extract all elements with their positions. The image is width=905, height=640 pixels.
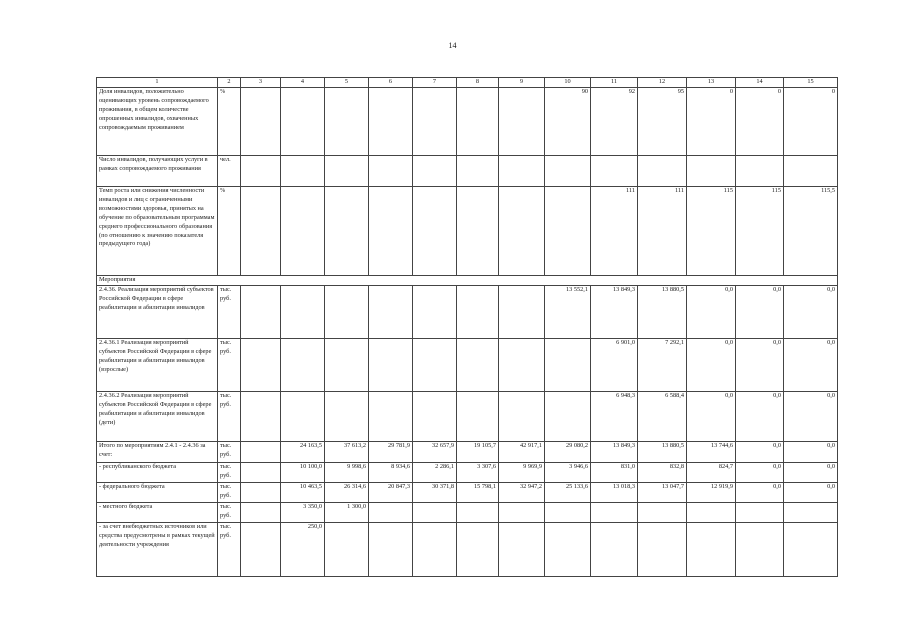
unit-cell: тыс. руб. xyxy=(218,285,241,338)
value-cell xyxy=(457,522,499,576)
value-cell xyxy=(241,482,281,502)
value-cell xyxy=(241,391,281,441)
value-cell: 0,0 xyxy=(687,285,736,338)
value-cell xyxy=(687,156,736,187)
value-cell xyxy=(281,187,325,276)
table-row xyxy=(97,338,838,391)
header-row xyxy=(97,78,838,88)
value-cell: 115,5 xyxy=(784,187,838,276)
unit-cell: тыс. руб. xyxy=(218,338,241,391)
value-cell xyxy=(736,156,784,187)
value-cell: 7 292,1 xyxy=(638,338,687,391)
value-cell: 3 350,0 xyxy=(281,502,325,522)
value-cell xyxy=(499,187,545,276)
row-label: 2.4.36.1 Реализация мероприятий субъектов Российской Федерации в сфере реабилитации и абилитации инвалидов (взрослые) xyxy=(97,338,218,391)
value-cell xyxy=(457,338,499,391)
table-row xyxy=(97,187,838,276)
row-label: - местного бюджета xyxy=(97,502,218,522)
value-cell: 0,0 xyxy=(784,482,838,502)
value-cell xyxy=(325,338,369,391)
value-cell: 95 xyxy=(638,88,687,156)
value-cell xyxy=(499,391,545,441)
unit-cell: тыс. руб. xyxy=(218,502,241,522)
column-header: 11 xyxy=(591,78,638,88)
value-cell: 832,8 xyxy=(638,462,687,482)
value-cell xyxy=(457,502,499,522)
value-cell xyxy=(241,285,281,338)
value-cell: 10 100,0 xyxy=(281,462,325,482)
table-row xyxy=(97,502,838,522)
value-cell xyxy=(687,502,736,522)
value-cell xyxy=(369,391,413,441)
value-cell xyxy=(241,441,281,462)
value-cell: 25 133,6 xyxy=(545,482,591,502)
value-cell xyxy=(687,522,736,576)
value-cell: 3 307,6 xyxy=(457,462,499,482)
value-cell xyxy=(241,88,281,156)
value-cell xyxy=(281,391,325,441)
value-cell: 115 xyxy=(736,187,784,276)
value-cell xyxy=(369,338,413,391)
value-cell xyxy=(499,156,545,187)
value-cell: 831,0 xyxy=(591,462,638,482)
table-row xyxy=(97,156,838,187)
unit-cell: % xyxy=(218,187,241,276)
value-cell xyxy=(457,285,499,338)
value-cell xyxy=(638,502,687,522)
value-cell: 250,0 xyxy=(281,522,325,576)
column-header: 3 xyxy=(241,78,281,88)
value-cell xyxy=(413,88,457,156)
table-row xyxy=(97,391,838,441)
value-cell: 13 047,7 xyxy=(638,482,687,502)
value-cell xyxy=(591,522,638,576)
value-cell: 13 849,3 xyxy=(591,441,638,462)
value-cell xyxy=(638,522,687,576)
value-cell xyxy=(241,522,281,576)
value-cell: 2 286,1 xyxy=(413,462,457,482)
unit-cell: тыс. руб. xyxy=(218,482,241,502)
value-cell: 19 105,7 xyxy=(457,441,499,462)
value-cell: 0,0 xyxy=(736,391,784,441)
column-header: 9 xyxy=(499,78,545,88)
value-cell xyxy=(369,285,413,338)
table-row xyxy=(97,462,838,482)
table-row xyxy=(97,441,838,462)
value-cell xyxy=(281,156,325,187)
value-cell xyxy=(413,285,457,338)
column-header: 10 xyxy=(545,78,591,88)
value-cell: 30 371,8 xyxy=(413,482,457,502)
row-label: 2.4.36. Реализация мероприятий субъектов Российской Федерации в сфере реабилитации и абилитации инвалидов xyxy=(97,285,218,338)
value-cell xyxy=(369,187,413,276)
value-cell: 29 781,9 xyxy=(369,441,413,462)
value-cell: 9 969,9 xyxy=(499,462,545,482)
value-cell xyxy=(499,285,545,338)
value-cell xyxy=(325,285,369,338)
unit-cell: тыс. руб. xyxy=(218,462,241,482)
value-cell xyxy=(736,522,784,576)
unit-cell: тыс. руб. xyxy=(218,441,241,462)
value-cell: 13 018,3 xyxy=(591,482,638,502)
value-cell: 0,0 xyxy=(784,462,838,482)
column-header: 5 xyxy=(325,78,369,88)
value-cell xyxy=(545,391,591,441)
value-cell xyxy=(369,156,413,187)
value-cell xyxy=(784,522,838,576)
value-cell: 9 998,6 xyxy=(325,462,369,482)
value-cell xyxy=(413,502,457,522)
value-cell: 29 080,2 xyxy=(545,441,591,462)
value-cell: 24 163,5 xyxy=(281,441,325,462)
value-cell: 0,0 xyxy=(736,482,784,502)
row-label: - республиканского бюджета xyxy=(97,462,218,482)
value-cell xyxy=(545,187,591,276)
table-row xyxy=(97,482,838,502)
value-cell: 1 300,0 xyxy=(325,502,369,522)
value-cell xyxy=(736,502,784,522)
value-cell xyxy=(591,502,638,522)
value-cell xyxy=(499,338,545,391)
value-cell: 824,7 xyxy=(687,462,736,482)
value-cell: 0,0 xyxy=(736,338,784,391)
row-label: Доля инвалидов, положительно оценивающих уровень сопровождаемого проживания, в общем количестве опрошенных инвалидов, охваченных сопровождаемым проживанием xyxy=(97,88,218,156)
value-cell: 26 314,6 xyxy=(325,482,369,502)
value-cell xyxy=(457,88,499,156)
value-cell xyxy=(545,502,591,522)
value-cell: 8 934,6 xyxy=(369,462,413,482)
value-cell: 0,0 xyxy=(784,441,838,462)
column-header: 7 xyxy=(413,78,457,88)
row-label: - за счет внебюджетных источников или средства предусмотрены в рамках текущей деятельности учреждения xyxy=(97,522,218,576)
section-label: Мероприятия xyxy=(97,276,838,286)
value-cell: 13 744,6 xyxy=(687,441,736,462)
value-cell xyxy=(457,187,499,276)
column-header: 15 xyxy=(784,78,838,88)
value-cell: 37 613,2 xyxy=(325,441,369,462)
value-cell xyxy=(545,156,591,187)
value-cell: 111 xyxy=(591,187,638,276)
value-cell xyxy=(281,338,325,391)
value-cell: 13 552,1 xyxy=(545,285,591,338)
value-cell: 0,0 xyxy=(784,285,838,338)
row-label: Темп роста или снижения численности инвалидов и лиц с ограниченными возможностями здоровья, принятых на обучение по образовательным программам среднего профессионального образования (по отношению к значению показателя предыдущего года) xyxy=(97,187,218,276)
row-label: 2.4.36.2 Реализация мероприятий субъектов Российской Федерации в сфере реабилитации и абилитации инвалидов (дети) xyxy=(97,391,218,441)
value-cell: 115 xyxy=(687,187,736,276)
value-cell xyxy=(241,156,281,187)
value-cell: 111 xyxy=(638,187,687,276)
column-header: 2 xyxy=(218,78,241,88)
value-cell xyxy=(499,88,545,156)
value-cell xyxy=(413,522,457,576)
row-label: - федерального бюджета xyxy=(97,482,218,502)
value-cell xyxy=(281,88,325,156)
unit-cell: % xyxy=(218,88,241,156)
page-number: 14 xyxy=(448,41,457,50)
value-cell: 20 847,3 xyxy=(369,482,413,502)
value-cell xyxy=(638,156,687,187)
value-cell: 0 xyxy=(736,88,784,156)
value-cell xyxy=(241,462,281,482)
value-cell xyxy=(241,338,281,391)
value-cell: 0,0 xyxy=(687,391,736,441)
column-header: 14 xyxy=(736,78,784,88)
value-cell: 42 917,1 xyxy=(499,441,545,462)
value-cell: 10 463,5 xyxy=(281,482,325,502)
value-cell: 90 xyxy=(545,88,591,156)
value-cell: 0,0 xyxy=(687,338,736,391)
value-cell xyxy=(325,391,369,441)
value-cell xyxy=(413,391,457,441)
value-cell: 6 948,3 xyxy=(591,391,638,441)
value-cell xyxy=(325,522,369,576)
value-cell: 6 588,4 xyxy=(638,391,687,441)
column-header: 4 xyxy=(281,78,325,88)
value-cell xyxy=(784,502,838,522)
table-row xyxy=(97,285,838,338)
row-label: Число инвалидов, получающих услуги в рамках сопровождаемого проживания xyxy=(97,156,218,187)
table-row xyxy=(97,522,838,576)
value-cell: 13 880,5 xyxy=(638,441,687,462)
value-cell xyxy=(413,338,457,391)
value-cell xyxy=(413,187,457,276)
value-cell xyxy=(369,522,413,576)
value-cell: 3 946,6 xyxy=(545,462,591,482)
value-cell: 0 xyxy=(784,88,838,156)
value-cell xyxy=(369,88,413,156)
value-cell: 13 880,5 xyxy=(638,285,687,338)
value-cell xyxy=(545,338,591,391)
value-cell xyxy=(369,502,413,522)
table-row xyxy=(97,88,838,156)
unit-cell: тыс. руб. xyxy=(218,522,241,576)
value-cell: 0,0 xyxy=(736,462,784,482)
value-cell xyxy=(413,156,457,187)
value-cell: 0,0 xyxy=(736,285,784,338)
value-cell: 92 xyxy=(591,88,638,156)
unit-cell: чел. xyxy=(218,156,241,187)
column-header: 8 xyxy=(457,78,499,88)
program-table xyxy=(96,77,838,577)
value-cell xyxy=(545,522,591,576)
value-cell xyxy=(457,156,499,187)
value-cell: 13 849,3 xyxy=(591,285,638,338)
value-cell xyxy=(325,88,369,156)
value-cell: 0,0 xyxy=(784,391,838,441)
value-cell xyxy=(325,156,369,187)
column-header: 1 xyxy=(97,78,218,88)
column-header: 12 xyxy=(638,78,687,88)
value-cell xyxy=(281,285,325,338)
value-cell xyxy=(499,522,545,576)
value-cell: 15 798,1 xyxy=(457,482,499,502)
value-cell: 32 657,9 xyxy=(413,441,457,462)
table-row xyxy=(97,276,838,286)
value-cell xyxy=(499,502,545,522)
value-cell xyxy=(457,391,499,441)
value-cell xyxy=(241,187,281,276)
value-cell xyxy=(241,502,281,522)
value-cell: 0,0 xyxy=(784,338,838,391)
row-label: Итого по мероприятиям 2.4.1 - 2.4.36 за счет: xyxy=(97,441,218,462)
value-cell: 12 919,9 xyxy=(687,482,736,502)
column-header: 13 xyxy=(687,78,736,88)
value-cell: 0,0 xyxy=(736,441,784,462)
value-cell: 6 901,0 xyxy=(591,338,638,391)
value-cell: 32 947,2 xyxy=(499,482,545,502)
value-cell xyxy=(325,187,369,276)
value-cell xyxy=(591,156,638,187)
column-header: 6 xyxy=(369,78,413,88)
value-cell xyxy=(784,156,838,187)
unit-cell: тыс. руб. xyxy=(218,391,241,441)
value-cell: 0 xyxy=(687,88,736,156)
